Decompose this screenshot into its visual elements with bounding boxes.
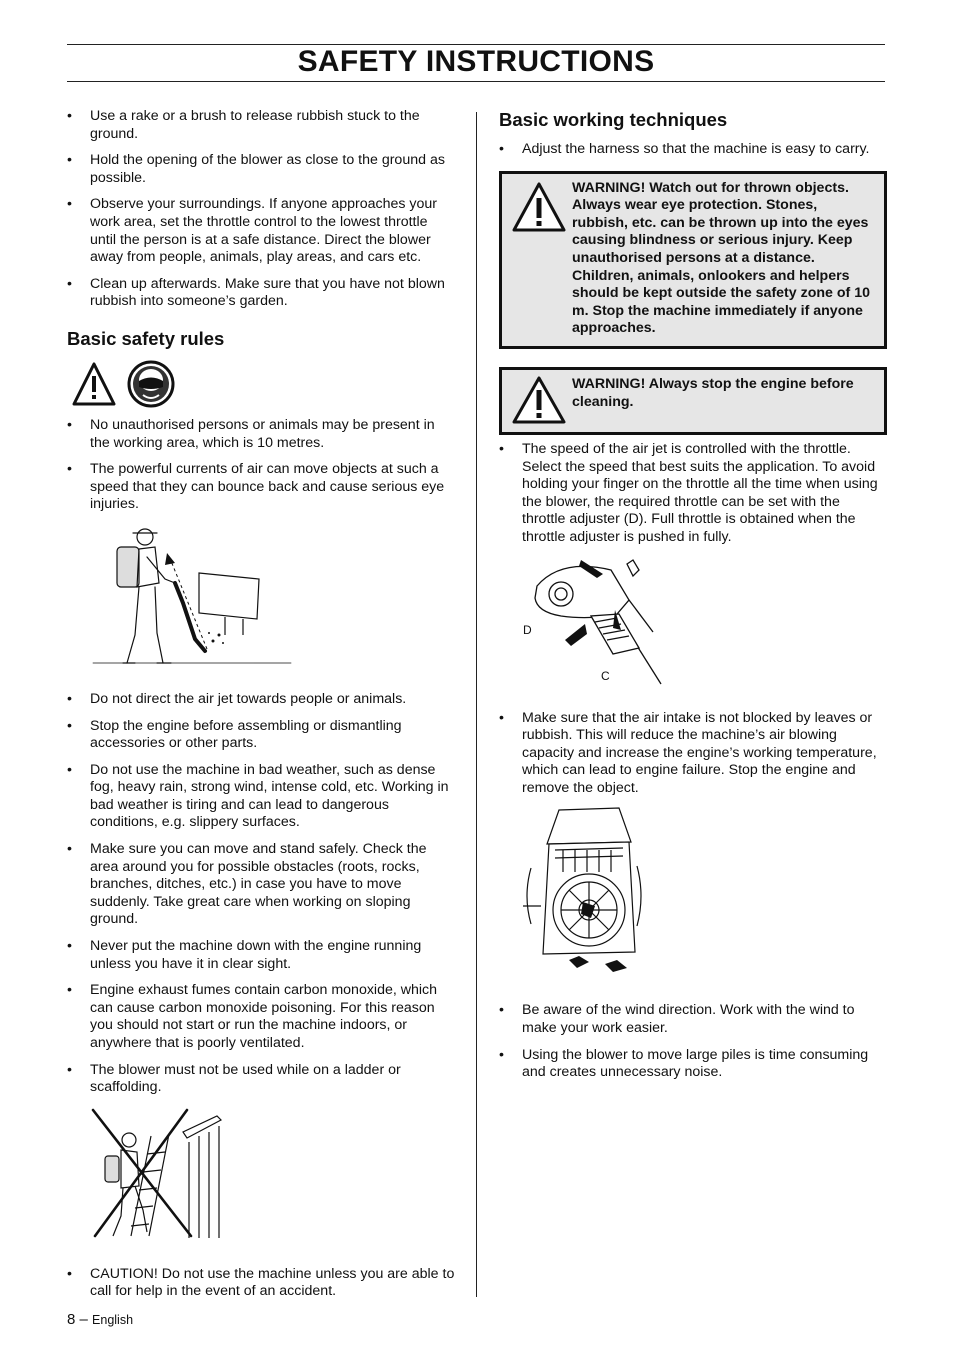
page-number: 8 – <box>67 1311 88 1328</box>
safety-bullet-list-c <box>67 1266 457 1301</box>
list-item: • Use a rake or a brush to release rubbish stuck to the ground. <box>67 108 457 143</box>
section-heading-techniques: Basic working techniques <box>499 109 728 130</box>
label-d: D <box>523 622 532 637</box>
warning-triangle-icon <box>74 364 114 404</box>
list-item: • Stop the engine before assembling or dismantling accessories or other parts. <box>67 718 457 753</box>
warning-box-stop-engine <box>499 367 887 435</box>
warning-triangle-icon <box>508 180 570 236</box>
safety-bullet-list-b <box>67 691 457 1097</box>
illustration-air-jet-bounce <box>87 523 297 673</box>
list-item: • CAUTION! Do not use the machine unless you are able to call for help in the event of an accident. <box>67 1266 457 1301</box>
right-column <box>499 108 887 1091</box>
intro-bullet-list <box>67 108 457 311</box>
list-item: • Hold the opening of the blower as close to the ground as possible. <box>67 152 457 187</box>
header-rule-bottom <box>67 81 885 82</box>
list-item: • Do not direct the air jet towards people or animals. <box>67 691 457 709</box>
list-item: • The blower must not be used while on a ladder or scaffolding. <box>67 1062 457 1097</box>
techniques-bullet-list-b <box>499 441 887 547</box>
page-title: SAFETY INSTRUCTIONS <box>297 45 655 78</box>
section-heading-safety: Basic safety rules <box>67 327 225 349</box>
safety-symbols <box>67 359 187 411</box>
page-footer <box>67 1311 133 1328</box>
list-item: • The powerful currents of air can move objects at such a speed that they can bounce back and cause serious eye injuries. <box>67 461 457 514</box>
left-column <box>67 108 457 1310</box>
list-item: • Adjust the harness so that the machine is easy to carry. <box>499 141 887 159</box>
list-item: • Make sure that the air intake is not blocked by leaves or rubbish. This will reduce the machine’s air blowing capacity and increase the engine’s working temperature, which can lead to engine failure. Stop the engine and remove the object. <box>499 710 887 798</box>
illustration-throttle-control <box>521 556 671 688</box>
eye-protection-icon <box>129 362 173 406</box>
list-item: • Be aware of the wind direction. Work with the wind to make your work easier. <box>499 1002 887 1037</box>
list-item: • Never put the machine down with the engine running unless you have it in clear sight. <box>67 938 457 973</box>
safety-bullet-list-a <box>67 417 457 514</box>
list-item: • The speed of the air jet is controlled with the throttle. Select the speed that best suits the application. To avoid holding your finger on the throttle all the time when using the blower, the required throttle can be set with the throttle adjuster (D). Full throttle is obtained when the throttle adjuster is pushed in fully. <box>499 441 887 547</box>
techniques-bullet-list-a <box>499 141 887 159</box>
warning-text: WARNING! Watch out for thrown objects. Always wear eye protection. Stones, rubbish, etc. can be thrown up into the eyes causing blindness or serious injury. Keep unauthorised persons at a distance. Children, animals, onlookers and helpers should be kept outside the safety zone of 10 m. Stop the machine immediately if anyone approaches. <box>572 179 870 337</box>
warning-box-thrown-objects <box>499 171 887 349</box>
list-item: • Clean up afterwards. Make sure that you have not blown rubbish into someone’s garden. <box>67 276 457 311</box>
list-item: • No unauthorised persons or animals may be present in the working area, which is 10 metres. <box>67 417 457 452</box>
list-item: • Engine exhaust fumes contain carbon monoxide, which can cause carbon monoxide poisoning. For this reason you should not start or run the machine indoors, or anywhere that is poorly ventilated. <box>67 982 457 1052</box>
warning-triangle-icon <box>508 376 570 424</box>
footer-language: English <box>92 1313 134 1327</box>
column-divider <box>476 112 477 1297</box>
list-item: • Make sure you can move and stand safely. Check the area around you for possible obstacles (roots, rocks, branches, ditches, etc.) in case you have to move suddenly. Take great care when working on sloping ground. <box>67 841 457 929</box>
label-c: C <box>601 668 610 683</box>
illustration-no-ladder-use <box>91 1106 231 1246</box>
techniques-bullet-list-d <box>499 1002 887 1081</box>
techniques-bullet-list-c <box>499 710 887 798</box>
list-item: • Do not use the machine in bad weather, such as dense fog, heavy rain, strong wind, intense cold, etc. Working in bad weather is tiring and can lead to dangerous conditions, e.g. slippery surfaces. <box>67 762 457 832</box>
illustration-air-intake <box>519 806 649 978</box>
list-item: • Observe your surroundings. If anyone approaches your work area, set the throttle control to the lowest throttle until the person is at a safe distance. Direct the blower away from people, animals, play areas, and cars etc. <box>67 196 457 266</box>
warning-text: WARNING! Always stop the engine before cleaning. <box>572 375 854 410</box>
list-item: • Using the blower to move large piles is time consuming and creates unnecessary noise. <box>499 1047 887 1082</box>
